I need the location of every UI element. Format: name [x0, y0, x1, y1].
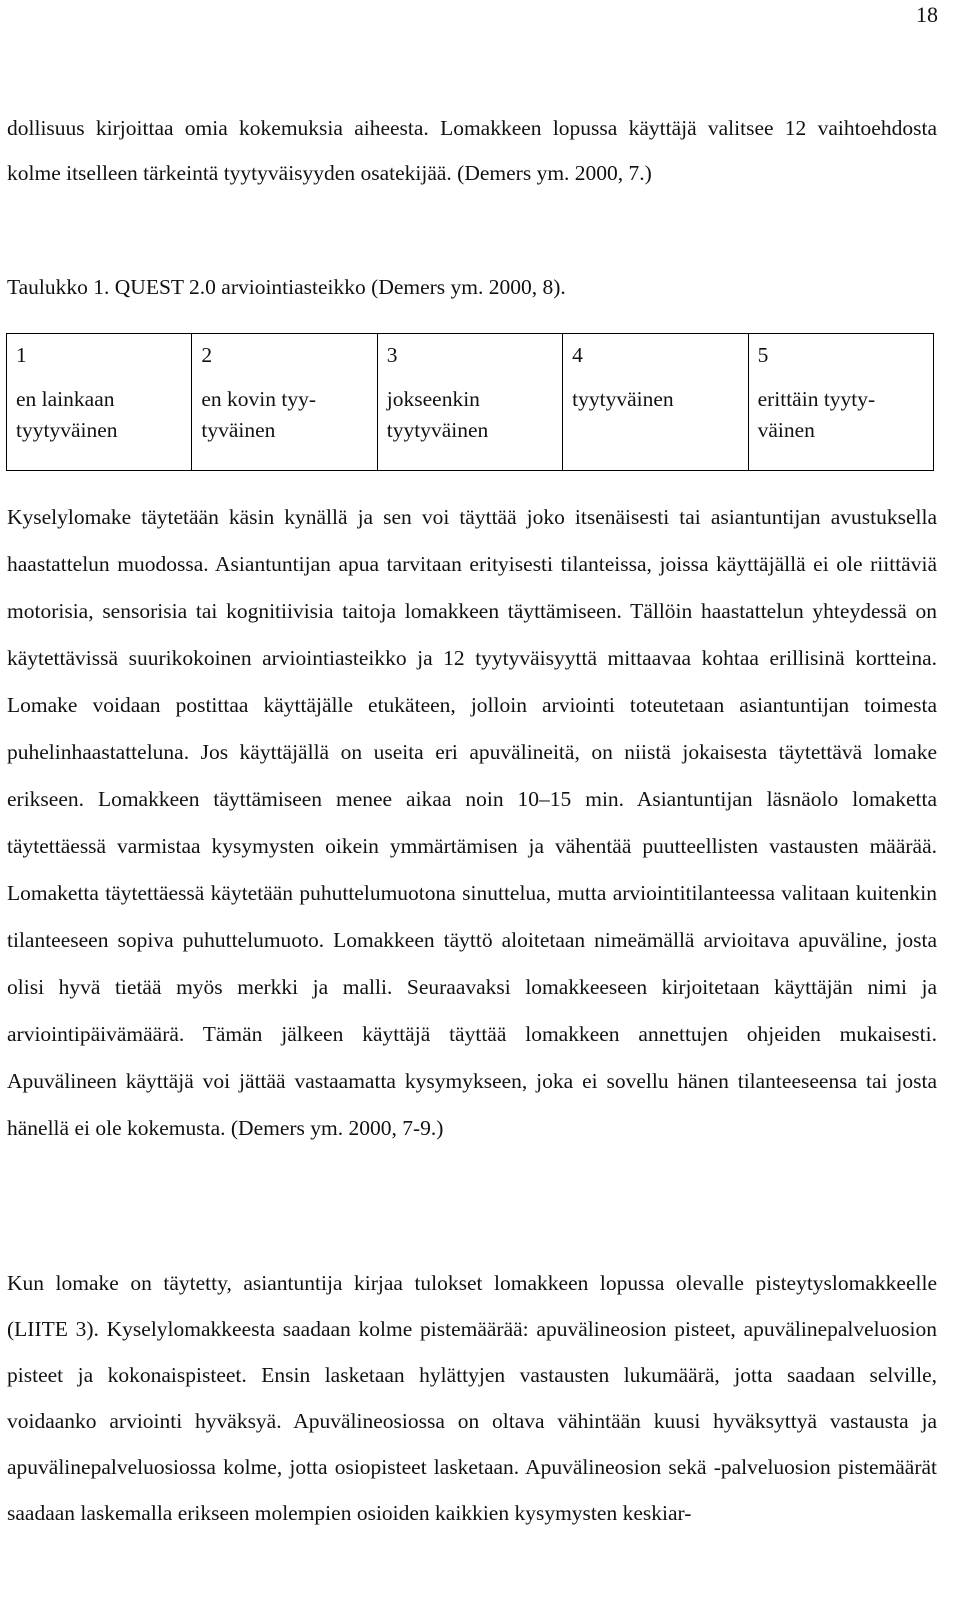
scale-label-row	[7, 378, 934, 471]
scale-label: jokseenkin tyytyväinen	[377, 378, 562, 471]
scale-number-row	[7, 334, 934, 379]
scale-number: 4	[563, 334, 748, 379]
rating-scale-table	[6, 333, 934, 471]
intro-paragraph: dollisuus kirjoittaa omia kokemuksia aiheesta. Lomakkeen lopussa käyttäjä valitsee 12 vaihtoehdosta kolme itselleen tärkeintä tyytyväisyyden osatekijää. (Demers ym. 2000, 7.)	[7, 116, 937, 185]
scale-label: en kovin tyy-tyväinen	[192, 378, 377, 471]
body-paragraph: Kun lomake on täytetty, asiantuntija kirjaa tulokset lomakkeen lopussa olevalle pisteytyslomakkeelle (LIITE 3). Kyselylomakkeesta saadaan kolme pistemäärää: apuvälineosion pisteet, apuvälinepalveluosion pisteet ja kokonaispisteet. Ensin lasketaan hylättyjen vastausten lukumäärä, jotta saadaan selville, voidaanko arviointi hyväksyä. Apuvälineosiossa on oltava vähintään kuusi hyväksyttyä vastausta ja apuvälinepalveluosiossa kolme, jotta osiopisteet lasketaan. Apuvälineosion sekä -palveluosion pistemäärät saadaan laskemalla erikseen molempien osioiden kaikkien kysymysten keskiar-	[7, 1271, 937, 1525]
body-paragraph: Kyselylomake täytetään käsin kynällä ja sen voi täyttää joko itsenäisesti tai asiantuntijan avustuksella haastattelun muodossa. Asiantuntijan apua tarvitaan erityisesti tilanteissa, joissa käyttäjällä ei ole riittäviä motorisia, sensorisia tai kognitiivisia taitoja lomakkeen täyttämiseen. Tällöin haastattelun yhteydessä on käytettävissä suurikokoinen arviointiasteikko ja 12 tyytyväisyyttä mittaavaa kohtaa erillisinä kortteina. Lomake voidaan postittaa käyttäjälle etukäteen, jolloin arviointi toteutetaan asiantuntijan toimesta puhelinhaastatteluna. Jos käyttäjällä on useita eri apuvälineitä, on niistä jokaisesta täytettävä lomake erikseen. Lomakkeen täyttämiseen menee aikaa noin 10–15 min. Asiantuntijan läsnäolo lomaketta täytettäessä varmistaa kysymysten oikein ymmärtämisen ja vähentää puutteellisten vastausten määrää. Lomaketta täytettäessä käytetään puhuttelumuotona sinuttelua, mutta arviointitilanteessa valitaan kuitenkin tilanteeseen sopiva puhuttelumuoto. Lomakkeen täyttö aloitetaan nimeämällä arvioitava apuväline, josta olisi hyvä tietää myös merkki ja malli. Seuraavaksi lomakkeeseen kirjoitetaan käyttäjän nimi ja arviointipäivämäärä. Tämän jälkeen käyttäjä täyttää lomakkeen annettujen ohjeiden mukaisesti. Apuvälineen käyttäjä voi jättää vastaamatta kysymykseen, joka ei sovellu hänen tilanteeseensa tai josta hänellä ei ole kokemusta. (Demers ym. 2000, 7-9.)	[7, 505, 937, 1140]
table-caption: Taulukko 1. QUEST 2.0 arviointiasteikko (Demers ym. 2000, 8).	[7, 275, 566, 299]
scale-label: erittäin tyyty-väinen	[748, 378, 933, 471]
scale-number: 1	[7, 334, 192, 379]
page-number: 18	[916, 2, 938, 27]
scale-number: 3	[377, 334, 562, 379]
scale-number: 2	[192, 334, 377, 379]
scale-label: en lainkaan tyytyväinen	[7, 378, 192, 471]
scale-label: tyytyväinen	[563, 378, 748, 471]
scale-number: 5	[748, 334, 933, 379]
